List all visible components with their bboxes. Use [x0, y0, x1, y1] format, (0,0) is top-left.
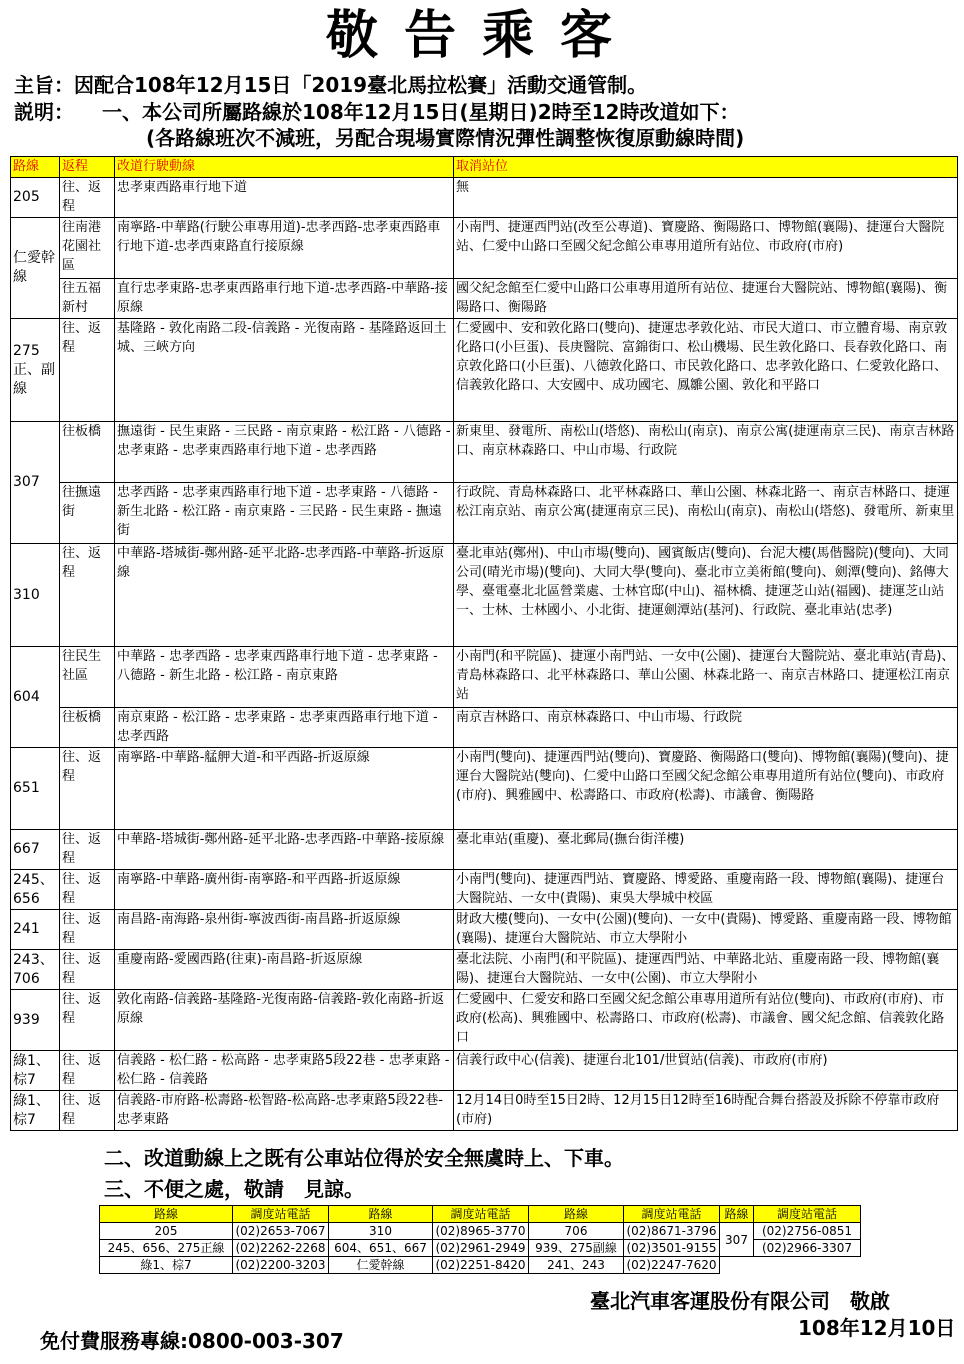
direction-cell: 往民生社區 [60, 647, 115, 708]
table-row [11, 708, 958, 748]
phone-header-route: 路線 [529, 1206, 624, 1223]
direction-cell: 往、返程 [60, 870, 115, 910]
note-two: 二、改道動線上之既有公車站位得於安全無虞時上、下車。 [104, 1146, 624, 1170]
cancel-cell: 小南門(雙向)、捷運西門站、寶慶路、博愛路、重慶南路一段、博物館(襄陽)、捷運台大醫院站、一女中(貴陽)、東吳大學城中校區 [454, 870, 958, 910]
detour-cell: 敦化南路-信義路-基隆路-光復南路-信義路-敦化南路-折返原線 [115, 990, 454, 1051]
subject-line: 主旨：因配合108年12月15日「2019臺北馬拉松賽」活動交通管制。 [14, 73, 648, 97]
direction-cell: 往、返程 [60, 1051, 115, 1091]
table-header-row [11, 157, 958, 178]
table-row [11, 544, 958, 647]
detour-cell: 忠孝東西路車行地下道 [115, 178, 454, 218]
phone-route-cell: 205 [100, 1223, 233, 1240]
route-cell: 245、656 [11, 870, 60, 910]
direction-cell: 往、返程 [60, 910, 115, 950]
description-line-1 [14, 99, 739, 125]
direction-cell: 往、返程 [60, 319, 115, 422]
phone-number-cell: (02)3501-9155 [624, 1240, 720, 1257]
route-cell: 307 [11, 422, 60, 544]
table-row [11, 483, 958, 544]
cancel-cell: 小南門(雙向)、捷運西門站(雙向)、寶慶路、衡陽路口(雙向)、博物館(襄陽)(雙向)、捷運台大醫院站(雙向)、仁愛中山路口至國父紀念館公車專用道所有站位(雙向)、市政府(市府)、興雅國中、松壽路口、市政府(松壽)、市議會、衡陽路 [454, 748, 958, 830]
notice-date: 108年12月10日 [798, 1316, 956, 1340]
route-cell: 651 [11, 748, 60, 830]
dispatch-phone-table [99, 1205, 861, 1274]
phone-header-route: 路線 [100, 1206, 233, 1223]
detour-cell: 撫遠街 - 民生東路 - 三民路 - 南京東路 - 松江路 - 八德路 - 忠孝東路 - 忠孝東西路車行地下道 - 忠孝西路 [115, 422, 454, 483]
phone-header-phone: 調度站電話 [233, 1206, 329, 1223]
detour-cell: 南京東路 - 松江路 - 忠孝東路 - 忠孝東西路車行地下道 - 忠孝西路 [115, 708, 454, 748]
direction-cell: 往、返程 [60, 990, 115, 1051]
direction-cell: 往板橋 [60, 422, 115, 483]
note-three: 三、不便之處，敬請 見諒。 [104, 1177, 364, 1201]
phone-header-route: 路線 [329, 1206, 433, 1223]
phone-number-cell: (02)2966-3307 [754, 1240, 861, 1257]
table-row [11, 178, 958, 218]
table-row [11, 1091, 958, 1131]
description-text-1: 一、本公司所屬路線於108年12月15日(星期日)2時至12時改道如下： [102, 100, 740, 124]
detour-cell: 中華路 - 忠孝西路 - 忠孝東西路車行地下道 - 忠孝東路 - 八德路 - 新生北路 - 松江路 - 南京東路 [115, 647, 454, 708]
detour-cell: 忠孝西路 - 忠孝東西路車行地下道 - 忠孝東路 - 八德路 - 新生北路 - 松江路 - 南京東路 - 三民路 - 民生東路 - 撫遠街 [115, 483, 454, 544]
description-line-2: (各路線班次不減班，另配合現場實際情況彈性調整恢復原動線時間) [146, 126, 745, 150]
direction-cell: 往、返程 [60, 178, 115, 218]
phone-number-cell: (02)8671-3796 [624, 1223, 720, 1240]
route-cell: 仁愛幹線 [11, 218, 60, 319]
detour-cell: 基隆路 - 敦化南路二段-信義路 - 光復南路 - 基隆路返回土城、三峽方向 [115, 319, 454, 422]
detour-cell: 重慶南路-愛國西路(往東)-南昌路-折返原線 [115, 950, 454, 990]
detour-cell: 南寧路-中華路-廣州街-南寧路-和平西路-折返原線 [115, 870, 454, 910]
table-row [11, 830, 958, 870]
cancel-cell: 財政大樓(雙向)、一女中(公園)(雙向)、一女中(貴陽)、博愛路、重慶南路一段、博物館(襄陽)、捷運台大醫院站、市立大學附小 [454, 910, 958, 950]
header-detour: 改道行駛動線 [115, 157, 454, 178]
cancel-cell: 小南門(和平院區)、捷運小南門站、一女中(公園)、捷運台大醫院站、臺北車站(青島)、青島林森路口、北平林森路口、華山公園、林森北路一、南京吉林路口、捷運松江南京站 [454, 647, 958, 708]
table-row [11, 748, 958, 830]
service-hotline: 免付費服務專線:0800-003-307 [40, 1329, 344, 1353]
direction-cell: 往、返程 [60, 950, 115, 990]
route-cell: 243、706 [11, 950, 60, 990]
phone-row [100, 1257, 861, 1274]
table-row [11, 279, 958, 319]
phone-route-cell: 仁愛幹線 [329, 1257, 433, 1274]
phone-number-cell: (02)2961-2949 [433, 1240, 529, 1257]
phone-number-cell: (02)2262-2268 [233, 1240, 329, 1257]
phone-number-cell: (02)2251-8420 [433, 1257, 529, 1274]
phone-number-cell: (02)2756-0851 [754, 1223, 861, 1240]
detour-cell: 信義路-市府路-松壽路-松智路-松高路-忠孝東路5段22巷-忠孝東路 [115, 1091, 454, 1131]
table-row [11, 1051, 958, 1091]
table-row [11, 990, 958, 1051]
cancel-cell: 行政院、青島林森路口、北平林森路口、華山公園、林森北路一、南京吉林路口、捷運松江南京站、南京公寓(捷運南京三民)、南松山(南京)、南松山(塔悠)、發電所、新東里 [454, 483, 958, 544]
detour-cell: 南昌路-南海路-泉州街-寧波西街-南昌路-折返原線 [115, 910, 454, 950]
phone-number-cell: (02)2247-7620 [624, 1257, 720, 1274]
phone-route-cell: 939、275副線 [529, 1240, 624, 1257]
route-cell: 604 [11, 647, 60, 748]
company-signature: 臺北汽車客運股份有限公司 敬啟 [590, 1289, 890, 1313]
table-row [11, 870, 958, 910]
route-cell: 綠1、棕7 [11, 1051, 60, 1091]
cancel-cell: 臺北車站(鄭州)、中山市場(雙向)、國賓飯店(雙向)、台泥大樓(馬偕醫院)(雙向)、大同公司(晴光市場)(雙向)、大同大學(雙向)、臺北市立美術館(雙向)、劍潭(雙向)、銘傳大學、臺電臺北北區營業處、士林官邸(中山)、福林橋、捷運芝山站(福國)、捷運芝山站一、士林、士林國小、小北街、捷運劍潭站(基河)、行政院、臺北車站(忠孝) [454, 544, 958, 647]
phone-route-cell: 604、651、667 [329, 1240, 433, 1257]
phone-number-cell: (02)2653-7067 [233, 1223, 329, 1240]
detour-cell: 南寧路-中華路-艋舺大道-和平西路-折返原線 [115, 748, 454, 830]
route-cell: 241 [11, 910, 60, 950]
direction-cell: 往板橋 [60, 708, 115, 748]
cancel-cell: 信義行政中心(信義)、捷運台北101/世貿站(信義)、市政府(市府) [454, 1051, 958, 1091]
header-direction: 返程 [60, 157, 115, 178]
phone-route-cell: 綠1、棕7 [100, 1257, 233, 1274]
detour-cell: 南寧路-中華路(行駛公車專用道)-忠孝西路-忠孝東西路車行地下道-忠孝西東路直行接原線 [115, 218, 454, 279]
phone-route-cell: 706 [529, 1223, 624, 1240]
cancel-cell: 新東里、發電所、南松山(塔悠)、南松山(南京)、南京公寓(捷運南京三民)、南京吉林路口、南京林森路口、中山市場、行政院 [454, 422, 958, 483]
detour-cell: 中華路-塔城街-鄭州路-延平北路-忠孝西路-中華路-接原線 [115, 830, 454, 870]
table-row [11, 647, 958, 708]
cancel-cell: 臺北車站(重慶)、臺北郵局(撫台街洋樓) [454, 830, 958, 870]
phone-route-cell: 241、243 [529, 1257, 624, 1274]
detour-cell: 信義路 - 松仁路 - 松高路 - 忠孝東路5段22巷 - 忠孝東路 - 松仁路 - 信義路 [115, 1051, 454, 1091]
route-cell: 綠1、棕7 [11, 1091, 60, 1131]
header-route: 路線 [11, 157, 60, 178]
phone-header-row [100, 1206, 861, 1223]
table-row [11, 218, 958, 279]
table-row [11, 950, 958, 990]
phone-header-phone: 調度站電話 [433, 1206, 529, 1223]
detour-table [10, 156, 958, 1131]
phone-header-phone: 調度站電話 [624, 1206, 720, 1223]
cancel-cell: 12月14日0時至15日2時、12月15日12時至16時配合舞台搭設及拆除不停靠市政府(市府) [454, 1091, 958, 1131]
route-cell: 205 [11, 178, 60, 218]
phone-number-cell: (02)8965-3770 [433, 1223, 529, 1240]
cancel-cell: 無 [454, 178, 958, 218]
phone-route-cell: 310 [329, 1223, 433, 1240]
cancel-cell: 國父紀念館至仁愛中山路口公車專用道所有站位、捷運台大醫院站、博物館(襄陽)、衡陽路口、衡陽路 [454, 279, 958, 319]
phone-row [100, 1223, 861, 1240]
detour-cell: 直行忠孝東路-忠孝東西路車行地下道-忠孝西路-中華路-接原線 [115, 279, 454, 319]
direction-cell: 往、返程 [60, 830, 115, 870]
route-cell: 667 [11, 830, 60, 870]
direction-cell: 往南港花園社區 [60, 218, 115, 279]
route-cell: 939 [11, 990, 60, 1051]
table-row [11, 319, 958, 422]
cancel-cell: 小南門、捷運西門站(改至公專道)、寶慶路、衡陽路口、博物館(襄陽)、捷運台大醫院站、仁愛中山路口至國父紀念館公車專用道所有站位、市政府(市府) [454, 218, 958, 279]
direction-cell: 往五福新村 [60, 279, 115, 319]
detour-cell: 中華路-塔城街-鄭州路-延平北路-忠孝西路-中華路-折返原線 [115, 544, 454, 647]
route-cell: 310 [11, 544, 60, 647]
phone-route-cell: 245、656、275正線 [100, 1240, 233, 1257]
direction-cell: 往、返程 [60, 544, 115, 647]
phone-header-phone: 調度站電話 [754, 1206, 861, 1223]
direction-cell: 往撫遠街 [60, 483, 115, 544]
header-cancelled-stops: 取消站位 [454, 157, 958, 178]
direction-cell: 往、返程 [60, 1091, 115, 1131]
phone-route-cell: 307 [720, 1223, 754, 1257]
direction-cell: 往、返程 [60, 748, 115, 830]
route-cell: 275正、副線 [11, 319, 60, 422]
cancel-cell: 南京吉林路口、南京林森路口、中山市場、行政院 [454, 708, 958, 748]
cancel-cell: 仁愛國中、仁愛安和路口至國父紀念館公車專用道所有站位(雙向)、市政府(市府)、市政府(松高)、興雅國中、松壽路口、市政府(松壽)、市議會、國父紀念館、信義敦化路口 [454, 990, 958, 1051]
cancel-cell: 臺北法院、小南門(和平院區)、捷運西門站、中華路北站、重慶南路一段、博物館(襄陽)、捷運台大醫院站、一女中(公園)、市立大學附小 [454, 950, 958, 990]
description-label: 説明： [14, 100, 74, 124]
page-title: 敬告乘客 [325, 6, 638, 66]
phone-header-route: 路線 [720, 1206, 754, 1223]
phone-number-cell: (02)2200-3203 [233, 1257, 329, 1274]
cancel-cell: 仁愛國中、安和敦化路口(雙向)、捷運忠孝敦化站、市民大道口、市立體育場、南京敦化路口(小巨蛋)、長庚醫院、富錦街口、松山機場、民生敦化路口、長春敦化路口、南京敦化路口(小巨蛋)、八德敦化路口、市民敦化路口、忠孝敦化路口、仁愛敦化路口、信義敦化路口、大安國中、成功國宅、鳳雛公園、敦化和平路口 [454, 319, 958, 422]
table-row [11, 422, 958, 483]
table-row [11, 910, 958, 950]
